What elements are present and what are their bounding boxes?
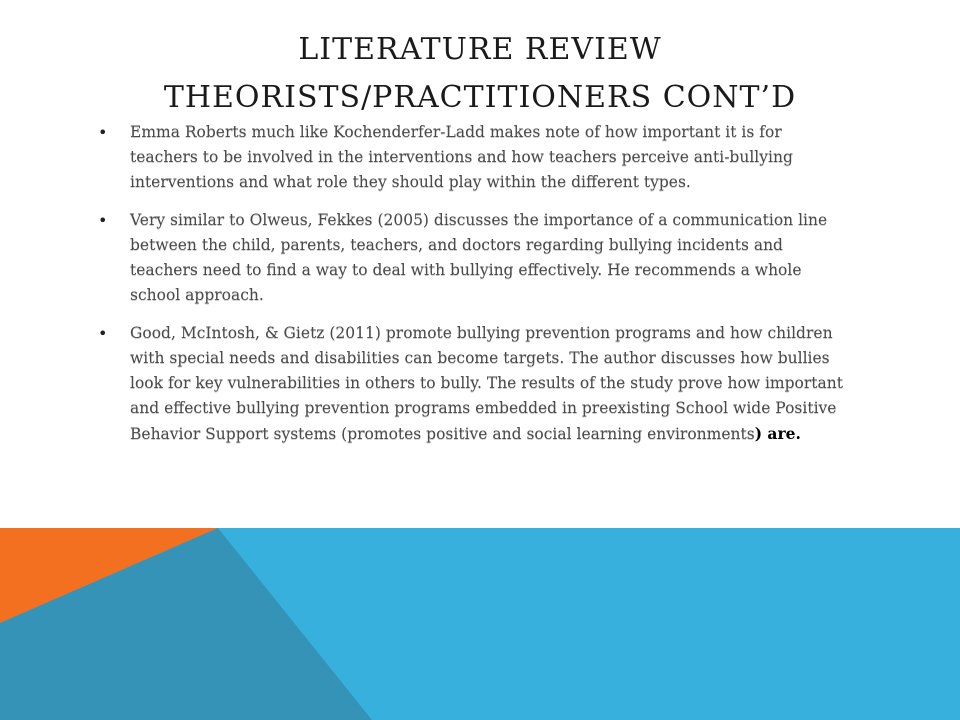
bullet-list: [98, 120, 848, 460]
slide-title: [60, 26, 900, 122]
bullet-text-3-tail: ) are.: [754, 424, 801, 443]
title-line-2: THEORISTS/PRACTITIONERS CONT’D: [163, 80, 797, 115]
bullet-text-3: Good, McIntosh, & Gietz (2011) promote bullying prevention programs and how children with special needs and disabilities can become targets. The author discusses how bullies look for key vulnerabilities in others to bully. The results of the study prove how important and effective bullying prevention programs embedded in preexisting School wide Positive Behavior Support systems (promotes positive and social learning environments: [130, 324, 843, 443]
bullet-item-3: [98, 321, 848, 447]
bullet-text-1: Emma Roberts much like Kochenderfer-Ladd makes note of how important it is for teachers to be involved in the interventions and how teachers perceive anti-bullying interventions and what role they should play within the different types.: [130, 123, 793, 191]
decorative-footer-shapes: [0, 528, 960, 720]
title-line-1: LITERATURE REVIEW: [298, 32, 662, 67]
bullet-text-2: Very similar to Olweus, Fekkes (2005) discusses the importance of a communication line between the child, parents, teachers, and doctors regarding bullying incidents and teachers need to find a way to deal with bullying effectively. He recommends a whole school approach.: [130, 211, 828, 304]
bullet-item-2: [98, 208, 848, 308]
bullet-item-1: [98, 120, 848, 195]
bullet-dot-icon: •: [98, 211, 108, 230]
bullet-dot-icon: •: [98, 123, 108, 142]
bullet-dot-icon: •: [98, 324, 108, 343]
